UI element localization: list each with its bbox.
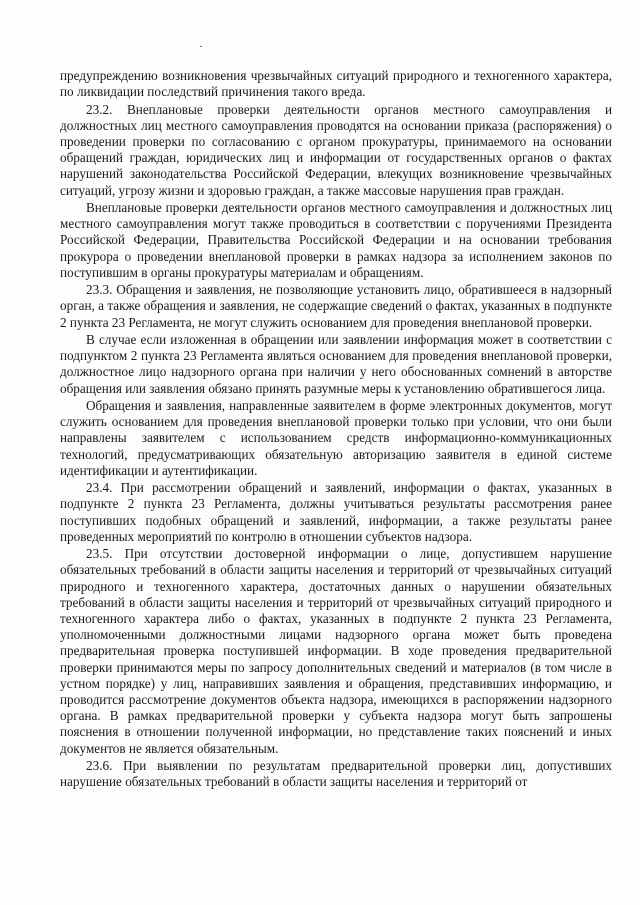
paragraph-continuation: предупреждению возникновения чрезвычайных ситуаций природного и техногенного характера, по ликвидации последствий причинения такого вреда. [60, 68, 612, 100]
paragraph-23-4: 23.4. При рассмотрении обращений и заявлений, информации о фактах, указанных в подпункте 2 пункта 23 Регламента, должны учитываться результаты рассмотрения ранее поступивших подобных обращений и заявлений, информации, а также результаты ранее проведенных мероприятий по контролю в отношении субъектов надзора. [60, 480, 612, 544]
document-body [60, 68, 612, 792]
paragraph-23-2: 23.2. Внеплановые проверки деятельности органов местного самоуправления и должностных лиц местного самоуправления проводятся на основании приказа (распоряжения) о проведении проверки по согласованию с органом прокуратуры, принимаемого на основании обращений граждан, юридических лиц и информации от государственных органов о фактах нарушений законодательства Российской Федерации, влекущих возникновение чрезвычайных ситуаций, угрозу жизни и здоровью граждан, а также массовые нарушения прав граждан. [60, 101, 612, 198]
paragraph-23-3: 23.3. Обращения и заявления, не позволяющие установить лицо, обратившееся в надзорный орган, а также обращения и заявления, не содержащие сведений о фактах, указанных в подпункте 2 пункта 23 Регламента, не могут служить основанием для проведения внеплановой проверки. [60, 282, 612, 330]
paragraph-unscheduled-inspections: Внеплановые проверки деятельности органов местного самоуправления и должностных лиц местного самоуправления могут также проводиться в соответствии с поручениями Президента Российской Федерации, Правительства Российской Федерации и на основании требования прокурора о проведении внеплановой проверки в рамках надзора за исполнением законов по поступившим в органы прокуратуры материалам и обращениям. [60, 200, 612, 280]
paragraph-electronic-documents: Обращения и заявления, направленные заявителем в форме электронных документов, могут служить основанием для проведения внеплановой проверки только при условии, что они были направлены заявителем с использованием средств информационно-коммуникационных технологий, предусматривающих обязательную авторизацию заявителя в единой системе идентификации и аутентификации. [60, 398, 612, 478]
paragraph-23-6: 23.6. При выявлении по результатам предварительной проверки лиц, допустивших нарушение обязательных требований в области защиты населения и территорий от [60, 758, 612, 790]
paragraph-authorship-doubts: В случае если изложенная в обращении или заявлении информация может в соответствии с подпунктом 2 пункта 23 Регламента являться основанием для проведения внеплановой проверки, должностное лицо надзорного органа при наличии у него обоснованных сомнений в авторстве обращения или заявления обязано принять разумные меры к установлению обратившегося лица. [60, 332, 612, 396]
paragraph-23-5: 23.5. При отсутствии достоверной информации о лице, допустившем нарушение обязательных требований в области защиты населения и территорий от чрезвычайных ситуаций природного и техногенного характера, достаточных данных о нарушении обязательных требований в области защиты населения и территорий от чрезвычайных ситуаций природного и техногенного характера либо о фактах, указанных в подпункте 2 пункта 23 Регламента, уполномоченными должностными лицами надзорного органа может быть проведена предварительная проверка поступившей информации. В ходе проведения предварительной проверки принимаются меры по запросу дополнительных сведений и материалов (в том числе в устном порядке) у лиц, направивших заявления и обращения, представивших информацию, и проводится рассмотрение документов объекта надзора, имеющихся в распоряжении надзорного органа. В рамках предварительной проверки у субъекта надзора могут быть запрошены пояснения в отношении полученной информации, но представление таких пояснений и иных документов не является обязательным. [60, 546, 612, 756]
scan-speck [200, 46, 202, 47]
